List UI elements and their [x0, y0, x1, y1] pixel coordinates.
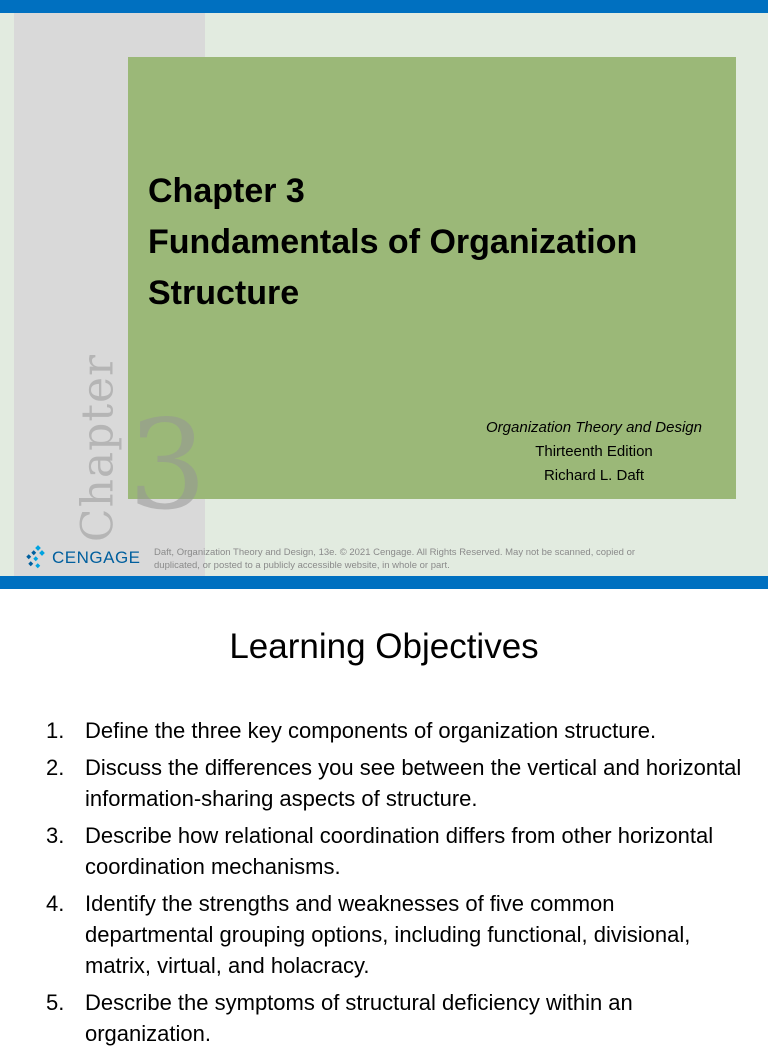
objective-item — [46, 752, 746, 814]
objective-text: Define the three key components of organization structure. — [85, 718, 657, 743]
cengage-mark-icon — [24, 545, 48, 571]
objective-item — [46, 888, 746, 981]
objective-text: Describe the symptoms of structural deficiency within an organization. — [85, 990, 633, 1046]
top-accent-bar — [0, 0, 768, 13]
title-line-continued: Structure — [148, 274, 300, 312]
book-info — [466, 416, 722, 488]
objectives-slide — [0, 589, 768, 1046]
slide-title — [148, 166, 728, 319]
objective-item — [46, 820, 746, 882]
objective-number: 2. — [46, 755, 65, 780]
cengage-logo-text: CENGAGE — [52, 548, 141, 567]
objective-item — [46, 715, 746, 746]
book-author: Richard L. Daft — [543, 467, 645, 484]
copyright-line-1: Daft, Organization Theory and Design, 13e. © 2021 Cengage. All Rights Reserved. May not be scanned, copied or — [154, 547, 636, 558]
book-edition: Thirteenth Edition — [535, 443, 653, 460]
objective-number: 1. — [46, 718, 65, 743]
title-line-main: Fundamentals of Organization — [148, 223, 638, 261]
chapter-vertical-label: Chapter — [72, 353, 124, 543]
copyright-notice — [154, 546, 674, 572]
chapter-big-number: 3 — [128, 394, 207, 538]
objective-text: Describe how relational coordination differs from other horizontal coordination mechanisms. — [85, 823, 714, 879]
copyright-line-2: duplicated, or posted to a publicly accessible website, in whole or part. — [154, 560, 450, 571]
objective-number: 3. — [46, 823, 65, 848]
objective-text: Discuss the differences you see between the vertical and horizontal information-sharing aspects of structure. — [85, 755, 742, 811]
objectives-list — [46, 715, 746, 1055]
cengage-logo — [24, 545, 141, 571]
objective-number: 5. — [46, 990, 65, 1015]
bottom-accent-bar — [0, 576, 768, 589]
objective-text: Identify the strengths and weaknesses of five common departmental grouping options, including functional, divisional, matrix, virtual, and holacracy. — [85, 891, 691, 978]
title-line-chapter: Chapter 3 — [148, 172, 305, 210]
objective-number: 4. — [46, 891, 65, 916]
book-title: Organization Theory and Design — [486, 419, 702, 436]
objective-item — [46, 987, 746, 1049]
objectives-heading: Learning Objectives — [229, 627, 539, 666]
